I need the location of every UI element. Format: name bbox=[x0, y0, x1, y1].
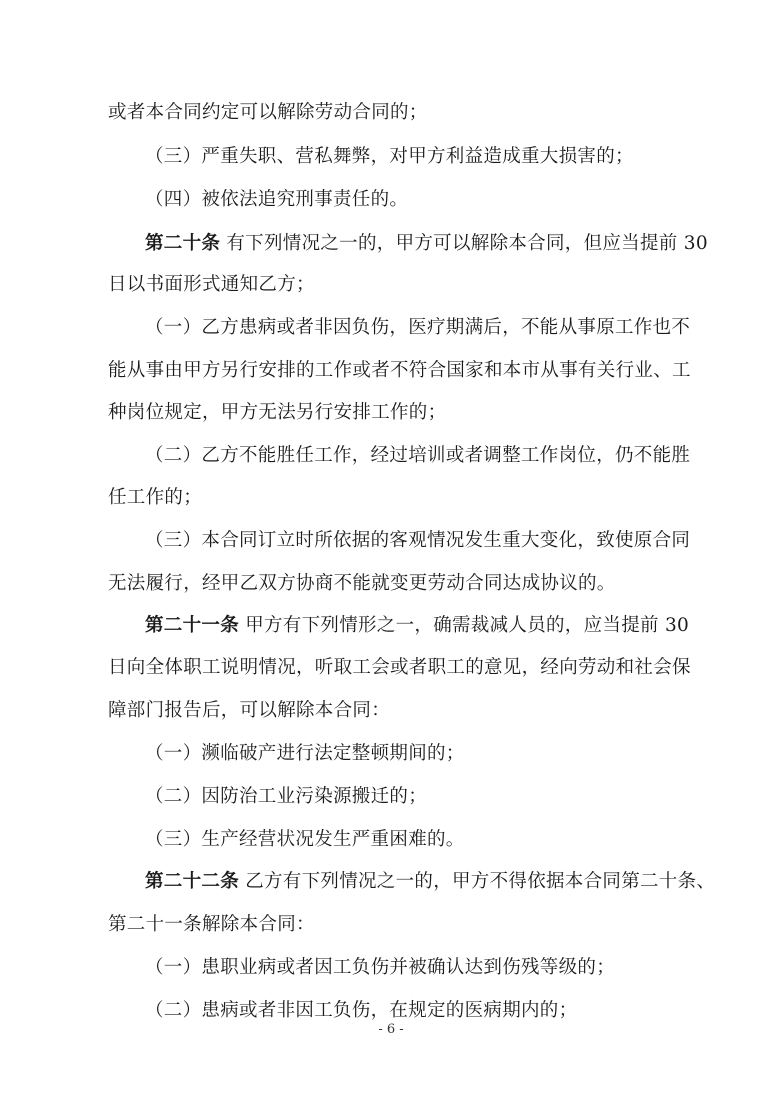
text-line: 能从事由甲方另行安排的工作或者不符合国家和本市从事有关行业、工 bbox=[108, 360, 691, 381]
list-item: （一）乙方患病或者非因负伤，医疗期满后，不能从事原工作也不 bbox=[145, 317, 691, 338]
list-item: （三）严重失职、营私舞弊，对甲方利益造成重大损害的； bbox=[145, 146, 634, 167]
article-number: 第二十条 bbox=[145, 233, 221, 254]
text-line: 种岗位规定，甲方无法另行安排工作的； bbox=[108, 402, 447, 423]
article-number: 第二十一条 bbox=[145, 615, 240, 636]
list-item: （二）乙方不能胜任工作，经过培训或者调整工作岗位，仍不能胜 bbox=[145, 445, 691, 466]
text-line: 日以书面形式通知乙方； bbox=[108, 274, 315, 295]
text-line: 或者本合同约定可以解除劳动合同的； bbox=[108, 102, 428, 123]
text-line: 日向全体职工说明情况，听取工会或者职工的意见，经向劳动和社会保 bbox=[108, 657, 691, 678]
text-line: 障部门报告后，可以解除本合同： bbox=[108, 700, 391, 721]
list-item: （一）濒临破产进行法定整顿期间的； bbox=[145, 743, 465, 764]
list-item: （二）因防治工业污染源搬迁的； bbox=[145, 786, 428, 807]
article-heading-line: 第二十一条 甲方有下列情形之一，确需裁减人员的，应当提前 30 bbox=[145, 615, 690, 636]
article-heading-line: 第二十二条 乙方有下列情况之一的，甲方不得依据本合同第二十条、 bbox=[145, 871, 716, 892]
list-item: （二）患病或者非因工负伤，在规定的医病期内的； bbox=[145, 1000, 578, 1021]
text-line: 任工作的； bbox=[108, 487, 203, 508]
article-number: 第二十二条 bbox=[145, 871, 240, 892]
page-number: - 6 - bbox=[378, 1022, 404, 1037]
text-line: 第二十一条解除本合同： bbox=[108, 914, 315, 935]
list-item: （四）被依法追究刑事责任的。 bbox=[145, 189, 409, 210]
list-item: （三）生产经营状况发生严重困难的。 bbox=[145, 829, 465, 850]
list-item: （三）本合同订立时所依据的客观情况发生重大变化，致使原合同 bbox=[145, 530, 691, 551]
text-line: 无法履行，经甲乙双方协商不能就变更劳动合同达成协议的。 bbox=[108, 573, 616, 594]
list-item: （一）患职业病或者因工负伤并被确认达到伤残等级的； bbox=[145, 957, 616, 978]
article-heading-line: 第二十条 有下列情况之一的，甲方可以解除本合同，但应当提前 30 bbox=[145, 233, 708, 254]
